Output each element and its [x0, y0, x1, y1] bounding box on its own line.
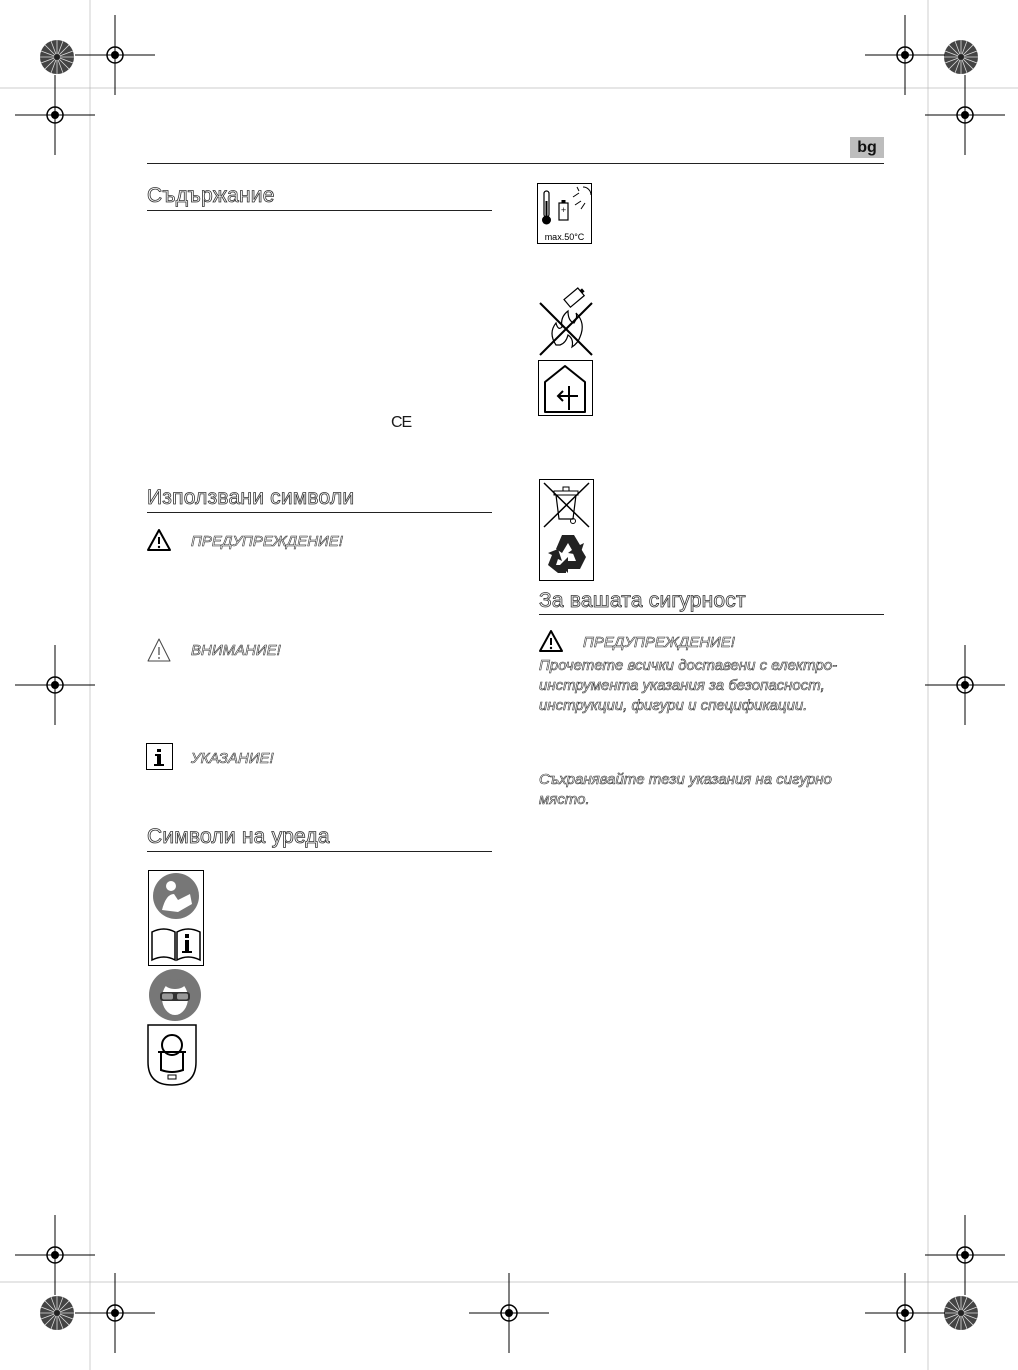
safety-heading-rule — [539, 614, 884, 615]
crossed-bin-icon — [539, 479, 594, 581]
ce-mark: CE — [391, 414, 412, 431]
device-symbols-heading: Символи на уреда — [147, 825, 330, 848]
warning-triangle-icon — [146, 528, 172, 552]
used-symbols-heading: Използвани символи — [147, 486, 355, 509]
starburst-top-left — [40, 40, 74, 74]
starburst-bottom-left — [40, 1296, 74, 1330]
device-symbols-heading-rule — [147, 851, 492, 852]
temperature-icon-label: max.50°C — [544, 232, 585, 242]
no-fire-battery-icon — [538, 283, 594, 357]
warning-triangle-icon — [538, 629, 564, 653]
ear-protection-icon — [147, 1024, 197, 1086]
warning-label: ПРЕДУПРЕЖДЕНИЕ! — [191, 533, 343, 550]
safety-heading: За вашата сигурност — [539, 589, 746, 612]
safety-paragraph: Прочетете всички доставени с електро-инструмента указания за безопасност, инструкции, фигури и спецификации. — [539, 657, 838, 714]
temperature-max-icon — [537, 183, 592, 244]
eye-protection-icon — [148, 968, 202, 1022]
indoor-use-icon — [538, 360, 593, 416]
contents-heading-rule — [147, 210, 492, 211]
language-badge: bg — [850, 137, 884, 158]
caution-label: ВНИМАНИЕ! — [191, 642, 281, 659]
safety-warning-label: ПРЕДУПРЕЖДЕНИЕ! — [583, 634, 735, 651]
info-note-icon — [146, 743, 173, 770]
read-manual-icon — [148, 870, 204, 966]
safety-keep-instructions: Съхранявайте тези указания на сигурно място. — [539, 771, 832, 808]
used-symbols-heading-rule — [147, 512, 492, 513]
contents-heading: Съдържание — [147, 184, 275, 207]
starburst-top-right — [944, 40, 978, 74]
svg-text:+: + — [560, 206, 567, 214]
caution-triangle-icon — [146, 637, 172, 663]
starburst-bottom-right — [944, 1296, 978, 1330]
header-rule — [147, 163, 884, 164]
note-label: УКАЗАНИЕ! — [191, 750, 274, 767]
